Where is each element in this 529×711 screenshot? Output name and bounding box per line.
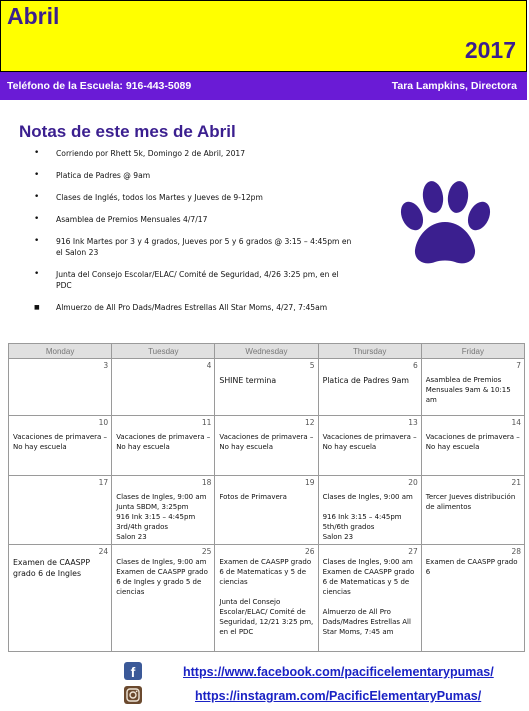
- school-info-bar: [0, 72, 527, 100]
- day-number: 4: [206, 361, 212, 370]
- day-events: Vacaciones de primavera – No hay escuela: [219, 433, 314, 451]
- note-item: • Clases de Inglés, todos los Martes y Jueves de 9-12pm: [32, 192, 352, 203]
- calendar-day-cell: [215, 545, 318, 652]
- day-number: 19: [305, 478, 315, 487]
- year-title: 2017: [464, 37, 516, 63]
- notes-heading: Notas de este mes de Abril: [19, 122, 236, 141]
- day-events: [112, 359, 214, 377]
- calendar-day-cell: [421, 359, 524, 416]
- day-events: [9, 359, 111, 377]
- note-item: ■ Almuerzo de All Pro Dads/Madres Estrellas All Star Moms, 4/27, 7:45am: [32, 302, 352, 313]
- day-number: 28: [511, 547, 521, 556]
- day-header: Friday: [421, 344, 524, 359]
- newsletter-header: [0, 0, 527, 72]
- day-header: Thursday: [318, 344, 421, 359]
- calendar-week-row: [9, 359, 525, 416]
- day-number: 10: [98, 418, 109, 427]
- day-events: Examen de CAASPP grado 6 de Ingles: [13, 558, 91, 578]
- day-events: Vacaciones de primavera – No hay escuela: [13, 433, 108, 451]
- calendar-day-cell: [421, 416, 524, 476]
- calendar-day-cell: [112, 476, 215, 545]
- day-events: Vacaciones de primavera – No hay escuela: [322, 433, 417, 451]
- calendar-day-cell: [215, 416, 318, 476]
- day-number: 7: [516, 361, 521, 370]
- calendar-day-cell: [318, 416, 421, 476]
- day-events: Vacaciones de primavera – No hay escuela: [116, 433, 211, 451]
- calendar-day-cell: [421, 545, 524, 652]
- school-phone: Teléfono de la Escuela: 916-443-5089: [7, 80, 192, 92]
- note-item: • Corriendo por Rhett 5k, Domingo 2 de Abril, 2017: [32, 148, 352, 159]
- note-item: • Junta del Consejo Escolar/ELAC/ Comité de Seguridad, 4/26 3:25 pm, en el PDC: [32, 269, 352, 291]
- calendar-day-cell: [9, 359, 112, 416]
- day-number: 6: [412, 361, 418, 370]
- day-number: 17: [98, 478, 109, 487]
- day-number: 25: [201, 547, 212, 556]
- calendar-day-cell: [112, 359, 215, 416]
- day-number: 12: [305, 418, 315, 427]
- note-item: • Asamblea de Premios Mensuales 4/7/17: [32, 214, 352, 225]
- calendar-day-cell: [112, 416, 215, 476]
- day-events: Platica de Padres 9am: [322, 376, 409, 385]
- day-number: 26: [305, 547, 315, 556]
- facebook-row: [0, 662, 529, 682]
- day-header: Monday: [9, 344, 112, 359]
- calendar-header-row: [9, 344, 525, 359]
- calendar-day-cell: [215, 359, 318, 416]
- calendar-day-cell: [9, 476, 112, 545]
- day-number: 3: [103, 361, 109, 370]
- instagram-row: [0, 686, 529, 706]
- calendar-day-cell: [318, 359, 421, 416]
- day-number: 27: [408, 547, 418, 556]
- day-events: Asamblea de Premios Mensuales 9am & 10:15 am: [425, 376, 511, 404]
- april-calendar: [8, 343, 525, 652]
- day-events: Clases de Ingles, 9:00 am Examen de CAASPP grado 6 de Ingles y grado 5 de ciencias: [116, 558, 208, 596]
- calendar-week-row: [9, 545, 525, 652]
- calendar-day-cell: [215, 476, 318, 545]
- day-number: 21: [511, 478, 521, 487]
- note-item: • Platica de Padres @ 9am: [32, 170, 352, 181]
- note-item: • 916 Ink Martes por 3 y 4 grados, Jueves por 5 y 6 grados @ 3:15 – 4:45pm en el Salon 23: [32, 236, 352, 258]
- calendar-day-cell: [318, 476, 421, 545]
- instagram-link[interactable]: https://instagram.com/PacificElementaryPumas/: [195, 689, 482, 703]
- day-events: Clases de Ingles, 9:00 am Junta SBDM, 3:25pm 916 Ink 3:15 – 4:45pm 3rd/4th grados Salon 23: [116, 493, 207, 541]
- day-number: 14: [511, 418, 521, 427]
- day-number: 13: [408, 418, 418, 427]
- month-title: Abril: [7, 3, 60, 29]
- day-events: Clases de Ingles, 9:00 am Examen de CAASPP grado 6 de Matematicas y 5 de ciencias Almuerzo de All Pro Dads/Madres Estrellas All Star Moms, 7:45 am: [322, 558, 415, 636]
- day-events: Tercer Jueves distribución de alimentos: [425, 493, 516, 511]
- day-header: Tuesday: [112, 344, 215, 359]
- day-events: Clases de Ingles, 9:00 am 916 Ink 3:15 – 4:45pm 5th/6th grados Salon 23: [322, 493, 413, 541]
- calendar-day-cell: [318, 545, 421, 652]
- instagram-icon[interactable]: [124, 686, 142, 704]
- day-events: Examen de CAASPP grado 6 de Matematicas y 5 de ciencias Junta del Consejo Escolar/ELAC/ Comité de Seguridad, 12/21 3:25 pm, en el PDC: [219, 558, 314, 636]
- day-header: Wednesday: [215, 344, 318, 359]
- day-events: Fotos de Primavera: [219, 493, 287, 501]
- calendar-week-row: [9, 476, 525, 545]
- school-director: Tara Lampkins, Directora: [391, 80, 517, 92]
- day-events: [9, 476, 111, 494]
- day-events: Vacaciones de primavera – No hay escuela: [425, 433, 520, 451]
- day-number: 18: [201, 478, 212, 487]
- notes-list: [32, 148, 352, 324]
- day-number: 20: [408, 478, 418, 487]
- paw-print-icon: [395, 180, 495, 270]
- day-events: Examen de CAASPP grado 6: [425, 558, 518, 576]
- day-number: 24: [98, 547, 109, 556]
- calendar-day-cell: [421, 476, 524, 545]
- day-number: 5: [309, 361, 315, 370]
- day-events: SHINE termina: [219, 376, 277, 385]
- calendar-day-cell: [9, 416, 112, 476]
- calendar-day-cell: [112, 545, 215, 652]
- facebook-icon[interactable]: f: [124, 662, 142, 680]
- calendar-week-row: [9, 416, 525, 476]
- day-number: 11: [201, 418, 212, 427]
- facebook-link[interactable]: https://www.facebook.com/pacificelementarypumas/: [183, 665, 494, 679]
- calendar-day-cell: [9, 545, 112, 652]
